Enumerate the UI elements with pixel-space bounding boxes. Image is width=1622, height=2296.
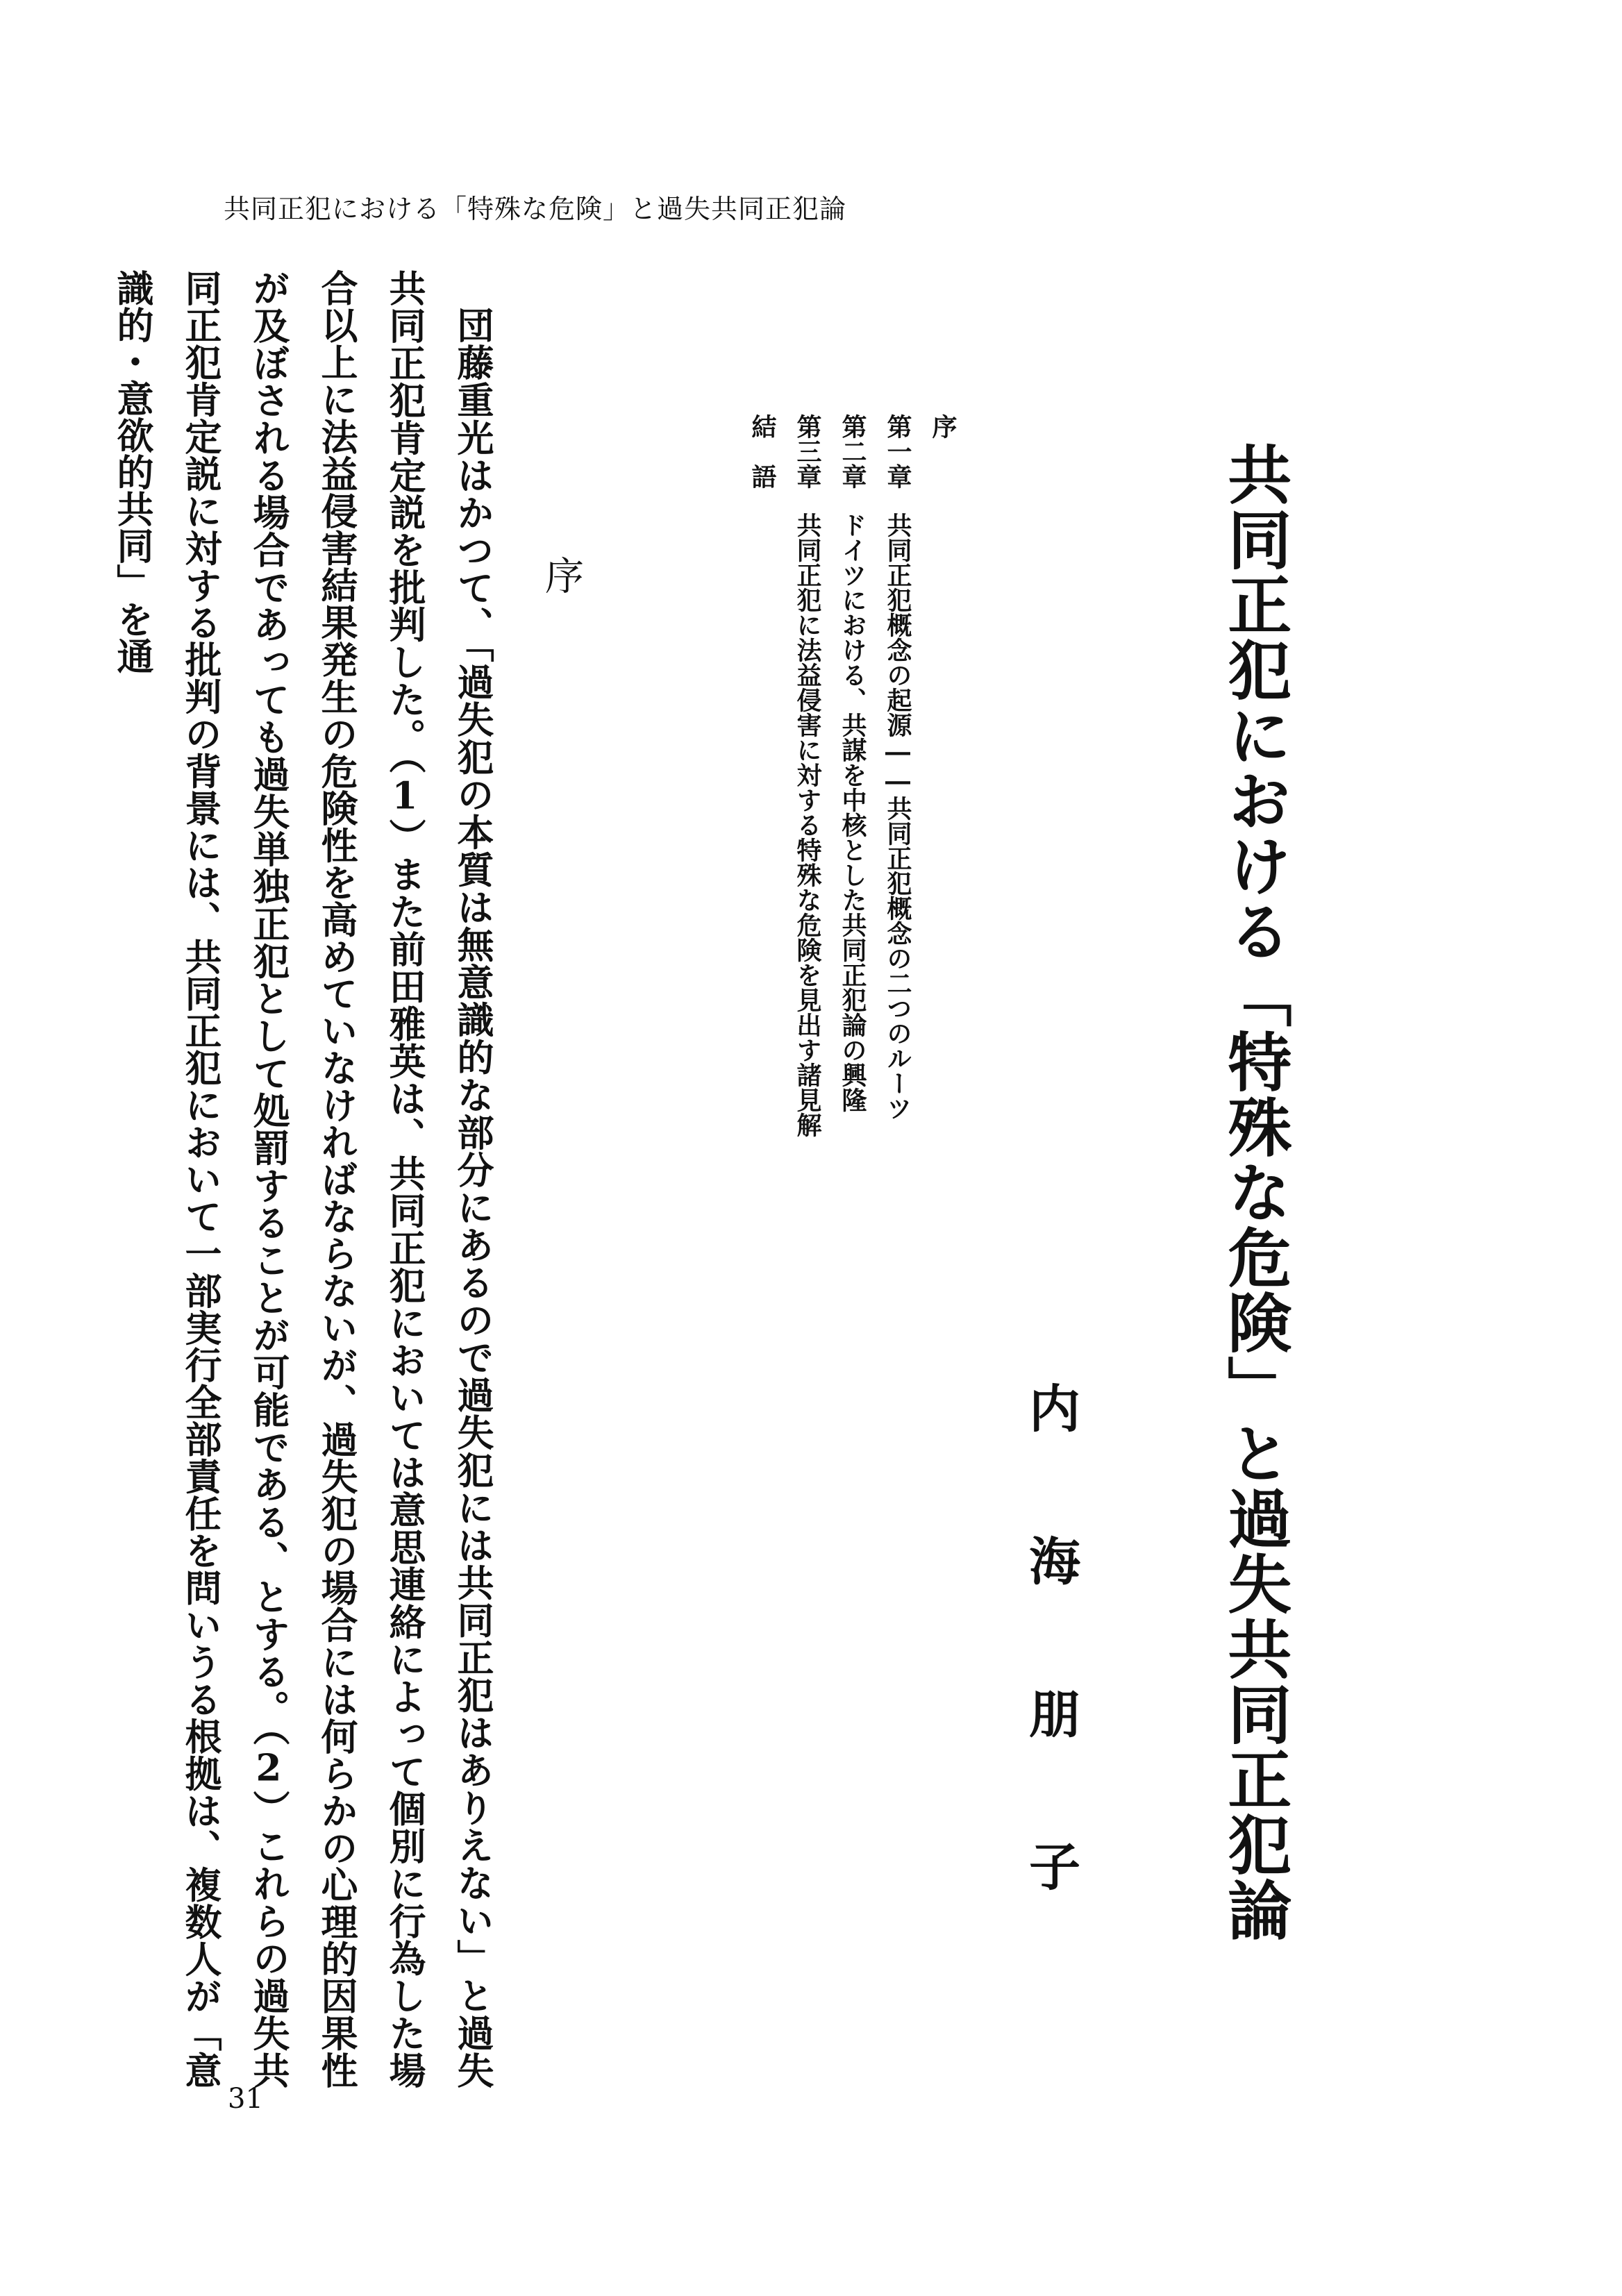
- author-name: 内海朋子: [1021, 1382, 1080, 1993]
- toc-entry: [795, 414, 820, 1212]
- toc-entry-label: 結語: [748, 414, 777, 514]
- toc-entry-title: 共同正犯概念の起源――共同正犯概念の二つのルーツ: [883, 512, 912, 1121]
- article-title: 共同正犯における「特殊な危険」と過失共同正犯論: [1217, 442, 1293, 1943]
- toc-entry-label: 序: [928, 414, 958, 439]
- toc-entry: [928, 414, 958, 1212]
- table-of-contents: [719, 414, 958, 1212]
- toc-entry-title: 共同正犯に法益侵害に対する特殊な危険を見出す諸見解: [793, 512, 822, 1137]
- toc-entry-label: 第二章: [838, 414, 867, 489]
- body-paragraph: 団藤重光はかつて、「過失犯の本質は無意識的な部分にあるので過失犯には共同正犯はありえない」と過失共同正犯肯定説を批判した。（1）また前田雅英は、共同正犯においては意思連絡によって個別に行為した場合以上に法益侵害結果発生の危険性を高めていなければならないが、過失犯の場合には何らかの心理的因果性が及ぼされる場合であっても過失単独正犯として処罰することが可能である、とする。（2）これらの過失共同正犯肯定説に対する批判の背景には、共同正犯において一部実行全部責任を問いうる根拠は、複数人が「意識的・意欲的共同」を通: [111, 269, 494, 2089]
- toc-entry-title: ドイツにおける、共謀を中核とした共同正犯論の興隆: [838, 512, 867, 1112]
- toc-entry: [885, 414, 910, 1212]
- toc-entry: [840, 414, 865, 1212]
- running-head: 共同正犯における「特殊な危険」と過失共同正犯論: [224, 194, 847, 224]
- toc-entry-label: 第一章: [883, 414, 912, 489]
- toc-entry-label: 第三章: [793, 414, 822, 489]
- toc-entry: [750, 414, 775, 1212]
- body-text: [111, 269, 507, 2089]
- page-number: 31: [228, 2083, 263, 2115]
- section-heading: 序: [539, 555, 584, 594]
